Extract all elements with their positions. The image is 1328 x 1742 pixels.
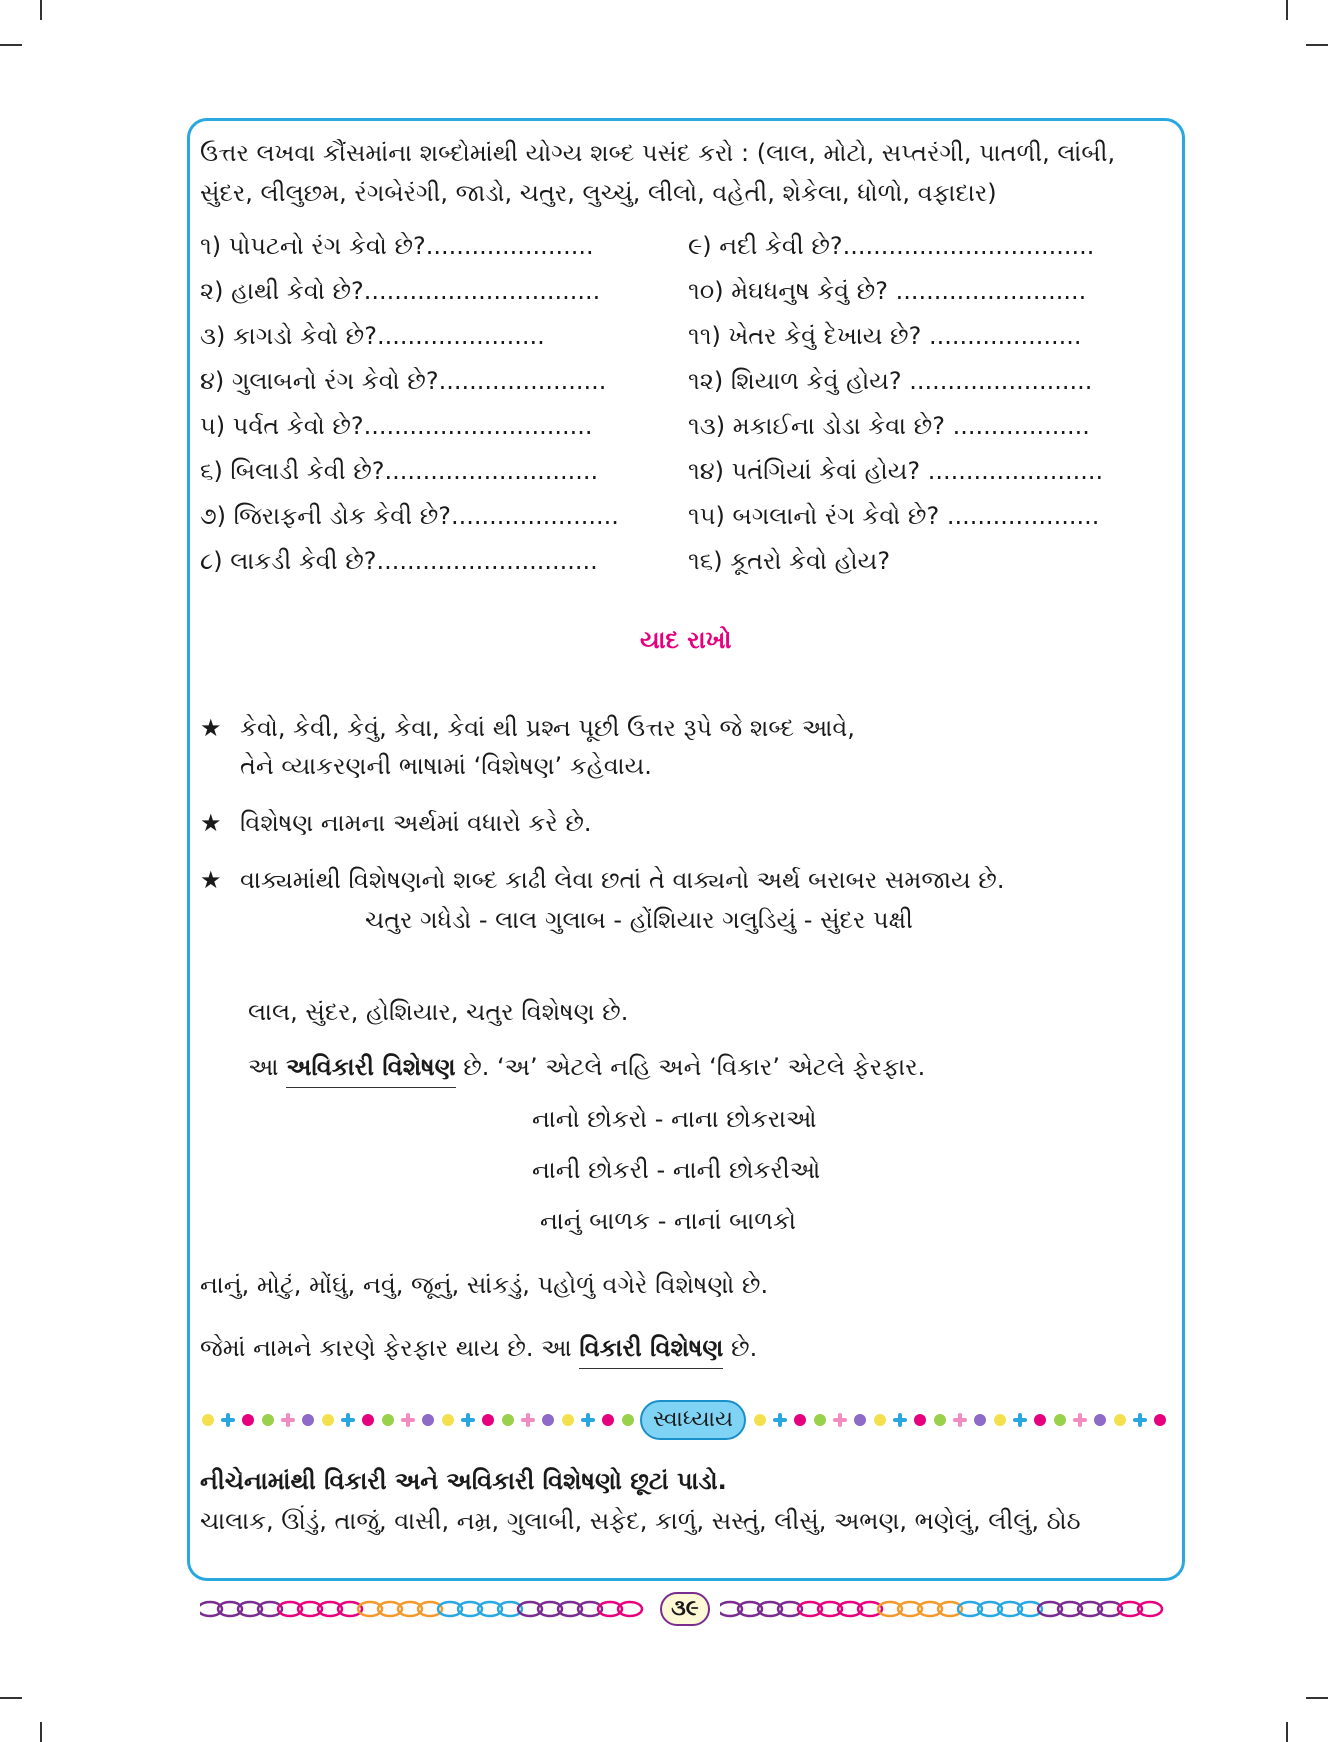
- dot-ornament: [1034, 1414, 1046, 1426]
- question: ૬) બિલાડી કેવી છે?............................: [200, 457, 599, 485]
- dot-ornament: [202, 1414, 214, 1426]
- dot-ornament: [794, 1414, 806, 1426]
- exercise-badge: સ્વાધ્યાય: [640, 1400, 746, 1440]
- plus-ornament: [221, 1413, 235, 1427]
- plus-ornament: [1133, 1413, 1147, 1427]
- plus-ornament: [401, 1413, 415, 1427]
- exercise-instruction: નીચેનામાંથી વિકારી અને અવિકારી વિશેષણો છૂટાં પાડો.: [200, 1467, 727, 1495]
- dot-ornament: [1094, 1414, 1106, 1426]
- question: ૧૫) બગલાનો રંગ કેવો છે? ....................: [688, 502, 1100, 530]
- dot-ornament: [874, 1414, 886, 1426]
- examples-text: ચતુર ગધેડો - લાલ ગુલાબ - હોંશિયાર ગલુડિયું - સુંદર પક્ષી: [365, 906, 913, 934]
- question: ૧૬) કૂતરો કેવો હોય?: [688, 547, 891, 575]
- dot-ornament: [1154, 1414, 1166, 1426]
- dot-ornament: [814, 1414, 826, 1426]
- plus-ornament: [341, 1413, 355, 1427]
- dot-ornament: [854, 1414, 866, 1426]
- instruction-text: ઉત્તર લખવા કૌંસમાંના શબ્દોમાંથી યોગ્ય શબ્દ પસંદ કરો : (લાલ, મોટો, સપ્તરંગી, પાતળી, લાંબી, સુંદર, લીલુછમ, રંગબેરંગી, જાડો, ચતુર, લુચ્ચું, લીલો, વહેતી, શેકેલા, ધોળો, વફાદાર): [200, 139, 1116, 207]
- dot-ornament: [382, 1414, 394, 1426]
- dot-ornament: [502, 1414, 514, 1426]
- star-bullet-icon: ★: [200, 714, 222, 742]
- decorative-dots: [198, 1413, 638, 1427]
- decorative-dots: [750, 1413, 1170, 1427]
- dot-ornament: [934, 1414, 946, 1426]
- plus-ornament: [281, 1413, 295, 1427]
- vikari-term: વિકારી વિશેષણ: [579, 1334, 723, 1369]
- question: ૮) લાકડી કેવી છે?.............................: [200, 547, 598, 575]
- crop-mark: [1306, 44, 1328, 46]
- dot-ornament: [442, 1414, 454, 1426]
- example-pair: નાનું બાળક - નાનાં બાળકો: [540, 1207, 796, 1235]
- dot-ornament: [322, 1414, 334, 1426]
- explain-text: લાલ, સુંદર, હોશિયાર, ચતુર વિશેષણ છે.: [248, 998, 629, 1026]
- avikari-term: અવિકારી વિશેષણ: [286, 1053, 455, 1088]
- dot-ornament: [994, 1414, 1006, 1426]
- dot-ornament: [914, 1414, 926, 1426]
- crop-mark: [1286, 0, 1288, 20]
- question: ૩) કાગડો કેવો છે?......................: [200, 322, 545, 350]
- dot-ornament: [602, 1414, 614, 1426]
- footer-chain-left: [200, 1596, 650, 1622]
- plus-ornament: [521, 1413, 535, 1427]
- question: ૧૧) ખેતર કેવું દેખાય છે? ....................: [688, 322, 1082, 350]
- dot-ornament: [262, 1414, 274, 1426]
- dot-ornament: [622, 1414, 634, 1426]
- footer-chain-right: [720, 1596, 1180, 1622]
- page-number: ૩૯: [660, 1592, 710, 1626]
- explain-prefix: જેમાં નામને કારણે ફેરફાર થાય છે. આ: [200, 1334, 572, 1362]
- question: ૯) નદી કેવી છે?.................................: [688, 232, 1095, 260]
- explain-suffix: છે.: [731, 1334, 758, 1362]
- question: ૨) હાથી કેવો છે?...............................: [200, 277, 601, 305]
- question: ૭) જિરાફની ડોક કેવી છે?......................: [200, 502, 619, 530]
- explain-text: નાનું, મોટું, મોંઘું, નવું, જૂનું, સાંકડું, પહોળું વગેરે વિશેષણો છે.: [200, 1271, 769, 1299]
- question: ૫) પર્વત કેવો છે?..............................: [200, 412, 593, 440]
- dot-ornament: [542, 1414, 554, 1426]
- question: ૧૪) પતંગિયાં કેવાં હોય? .......................: [688, 457, 1104, 485]
- rule-text: કેવો, કેવી, કેવું, કેવા, કેવાં થી પ્રશ્ન પૂછી ઉત્તર રૂપે જે શબ્દ આવે,: [240, 714, 855, 742]
- star-bullet-icon: ★: [200, 809, 222, 837]
- crop-mark: [40, 1722, 42, 1742]
- exercise-words: ચાલાક, ઊંડું, તાજું, વાસી, નમ્ર, ગુલાબી, સફેદ, કાળું, સસ્તું, લીસું, અભણ, ભણેલું, લીલું, ઠોઠ: [200, 1507, 1081, 1535]
- plus-ornament: [833, 1413, 847, 1427]
- dot-ornament: [242, 1414, 254, 1426]
- crop-mark: [40, 0, 42, 20]
- explain-suffix: છે. ‘અ’ એટલે નહિ અને ‘વિકાર’ એટલે ફેરફાર.: [463, 1053, 926, 1081]
- explain-text: [248, 1052, 925, 1082]
- rule-text: વિશેષણ નામના અર્થમાં વધારો કરે છે.: [240, 809, 592, 837]
- explain-prefix: આ: [248, 1053, 279, 1081]
- crop-mark: [1306, 1697, 1328, 1699]
- dot-ornament: [302, 1414, 314, 1426]
- dot-ornament: [482, 1414, 494, 1426]
- plus-ornament: [461, 1413, 475, 1427]
- plus-ornament: [581, 1413, 595, 1427]
- question: ૧૨) શિયાળ કેવું હોય? ........................: [688, 367, 1093, 395]
- example-pair: નાની છોકરી - નાની છોકરીઓ: [532, 1156, 821, 1184]
- question: ૧) પોપટનો રંગ કેવો છે?......................: [200, 232, 594, 260]
- crop-mark: [0, 1697, 22, 1699]
- plus-ornament: [1013, 1413, 1027, 1427]
- dot-ornament: [1114, 1414, 1126, 1426]
- question: ૧૩) મકાઈના ડોડા કેવા છે? ..................: [688, 412, 1090, 440]
- plus-ornament: [893, 1413, 907, 1427]
- explain-text: [200, 1333, 757, 1363]
- dot-ornament: [562, 1414, 574, 1426]
- dot-ornament: [362, 1414, 374, 1426]
- crop-mark: [1286, 1722, 1288, 1742]
- question: ૪) ગુલાબનો રંગ કેવો છે?......................: [200, 367, 607, 395]
- star-bullet-icon: ★: [200, 866, 222, 894]
- dot-ornament: [1054, 1414, 1066, 1426]
- plus-ornament: [1073, 1413, 1087, 1427]
- remember-heading: યાદ રાખો: [640, 626, 732, 654]
- rule-text: વાક્યમાંથી વિશેષણનો શબ્દ કાઢી લેવા છતાં તે વાક્યનો અર્થ બરાબર સમજાય છે.: [240, 866, 1005, 894]
- rule-text: તેને વ્યાકરણની ભાષામાં ‘વિશેષણ’ કહેવાય.: [240, 752, 652, 780]
- plus-ornament: [953, 1413, 967, 1427]
- crop-mark: [0, 44, 22, 46]
- dot-ornament: [754, 1414, 766, 1426]
- dot-ornament: [422, 1414, 434, 1426]
- question: ૧૦) મેઘધનુષ કેવું છે? .........................: [688, 277, 1087, 305]
- dot-ornament: [974, 1414, 986, 1426]
- example-pair: નાનો છોકરો - નાના છોકરાઓ: [532, 1105, 817, 1133]
- plus-ornament: [773, 1413, 787, 1427]
